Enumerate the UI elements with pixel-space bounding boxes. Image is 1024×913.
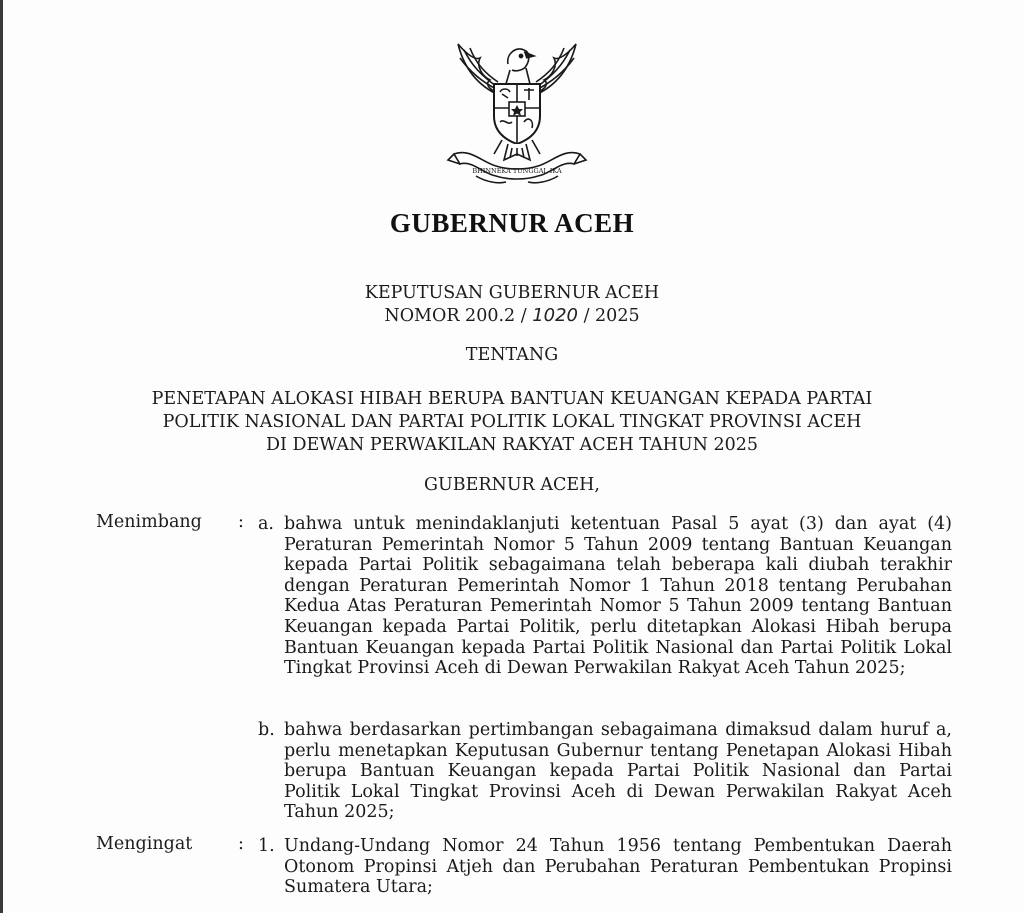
issuer-title: GUBERNUR ACEH xyxy=(389,208,635,238)
mengingat-label: Mengingat xyxy=(96,834,193,854)
item-marker: b. xyxy=(258,720,275,740)
emblem-motto: BHINNEKA TUNGGAL IKA xyxy=(472,167,562,175)
menimbang-item-b xyxy=(258,720,952,823)
page-left-edge xyxy=(0,0,3,913)
item-marker: 1. xyxy=(258,836,275,856)
menimbang-colon: : xyxy=(238,512,244,532)
item-marker: a. xyxy=(258,514,274,534)
menimbang-item-a xyxy=(258,514,952,679)
decree-number-suffix: / 2025 xyxy=(583,306,640,326)
decree-subject-line-1: PENETAPAN ALOKASI HIBAH BERUPA BANTUAN KEUANGAN KEPADA PARTAI xyxy=(151,389,873,409)
decree-authority: GUBERNUR ACEH, xyxy=(424,475,600,495)
decree-subject-line-2: POLITIK NASIONAL DAN PARTAI POLITIK LOKAL TINGKAT PROVINSI ACEH xyxy=(162,412,862,432)
decree-type: KEPUTUSAN GUBERNUR ACEH xyxy=(364,283,660,303)
menimbang-label: Menimbang xyxy=(96,512,202,532)
decree-about-label: TENTANG xyxy=(465,345,559,365)
item-text: bahwa berdasarkan pertimbangan sebagaimana dimaksud dalam huruf a, perlu menetapkan Keputusan Gubernur tentang Penetapan Alokasi Hibah berupa Bantuan Keuangan kepada Partai Politik Nasional dan Partai Politik Lokal Tingkat Provinsi Aceh di Dewan Perwakilan Rakyat Aceh Tahun 2025; xyxy=(284,720,952,823)
decree-number xyxy=(0,305,1024,327)
decree-number-prefix: NOMOR 200.2 / xyxy=(384,306,527,326)
mengingat-colon: : xyxy=(238,834,244,854)
decree-subject-line-3: DI DEWAN PERWAKILAN RAKYAT ACEH TAHUN 2025 xyxy=(265,435,759,455)
mengingat-item-1 xyxy=(258,836,952,898)
item-text: Undang-Undang Nomor 24 Tahun 1956 tentang Pembentukan Daerah Otonom Propinsi Atjeh dan Perubahan Peraturan Pembentukan Propinsi Sumatera Utara; xyxy=(284,836,952,898)
decree-number-handwritten: 1020 xyxy=(532,305,579,326)
item-text: bahwa untuk menindaklanjuti ketentuan Pasal 5 ayat (3) dan ayat (4) Peraturan Pemerintah Nomor 5 Tahun 2009 tentang Bantuan Keuangan kepada Partai Politik sebagaimana telah beberapa kali diubah terakhir dengan Peraturan Pemerintah Nomor 1 Tahun 2018 tentang Perubahan Kedua Atas Peraturan Pemerintah Nomor 5 Tahun 2009 tentang Bantuan Keuangan kepada Partai Politik, perlu ditetapkan Alokasi Hibah berupa Bantuan Keuangan kepada Partai Politik Nasional dan Partai Politik Lokal Tingkat Provinsi Aceh di Dewan Perwakilan Rakyat Aceh Tahun 2025; xyxy=(284,514,952,679)
garuda-pancasila-emblem-icon xyxy=(446,36,588,188)
